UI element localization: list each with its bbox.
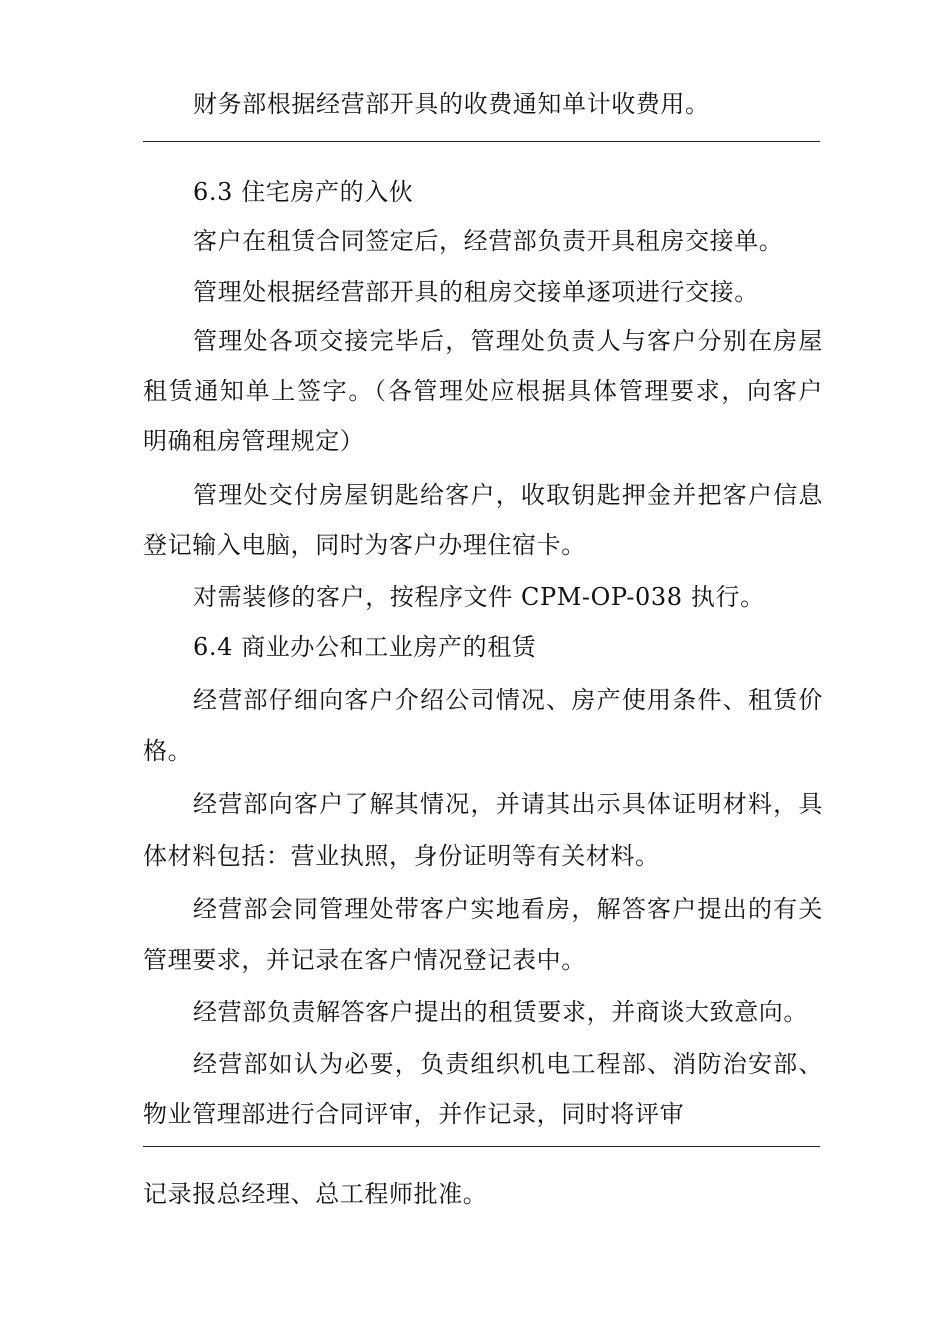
paragraph-line: 经营部仔细向客户介绍公司情况、房产使用条件、租赁价 — [193, 686, 823, 714]
paragraph-line: 体材料包括：营业执照，身份证明等有关材料。 — [143, 842, 660, 870]
section-6-4-heading: 6.4 商业办公和工业房产的租赁 — [193, 633, 537, 661]
paragraph: 经营部负责解答客户提出的租赁要求，并商谈大致意向。 — [193, 998, 808, 1026]
top-divider — [143, 141, 820, 142]
paragraph-line: 经营部向客户了解其情况，并请其出示具体证明材料，具 — [193, 790, 823, 818]
paragraph-line: 物业管理部进行合同评审，并作记录，同时将评审 — [143, 1100, 685, 1128]
paragraph-line: 格。 — [143, 737, 193, 765]
paragraph-line: 管理要求，并记录在客户情况登记表中。 — [143, 946, 586, 974]
paragraph-line: 明确租房管理规定） — [143, 427, 365, 455]
paragraph-line: 管理处交付房屋钥匙给客户，收取钥匙押金并把客户信息 — [193, 481, 823, 509]
paragraph-line: 租赁通知单上签字。（各管理处应根据具体管理要求，向客户 — [143, 377, 823, 405]
top-paragraph: 财务部根据经营部开具的收费通知单计收费用。 — [193, 90, 710, 118]
paragraph: 管理处根据经营部开具的租房交接单逐项进行交接。 — [193, 278, 759, 306]
bottom-paragraph: 记录报总经理、总工程师批准。 — [143, 1180, 488, 1208]
paragraph-line: 登记输入电脑，同时为客户办理住宿卡。 — [143, 531, 586, 559]
paragraph-line: 管理处各项交接完毕后，管理处负责人与客户分别在房屋 — [193, 327, 823, 355]
paragraph-line: 经营部会同管理处带客户实地看房，解答客户提出的有关 — [193, 895, 823, 923]
section-6-3-heading: 6.3 住宅房产的入伙 — [193, 178, 414, 206]
paragraph: 客户在租赁合同签定后，经营部负责开具租房交接单。 — [193, 227, 784, 255]
paragraph-line: 经营部如认为必要，负责组织机电工程部、消防治安部、 — [193, 1050, 823, 1078]
paragraph: 对需装修的客户，按程序文件 CPM-OP-038 执行。 — [193, 583, 765, 611]
bottom-divider — [143, 1146, 820, 1147]
